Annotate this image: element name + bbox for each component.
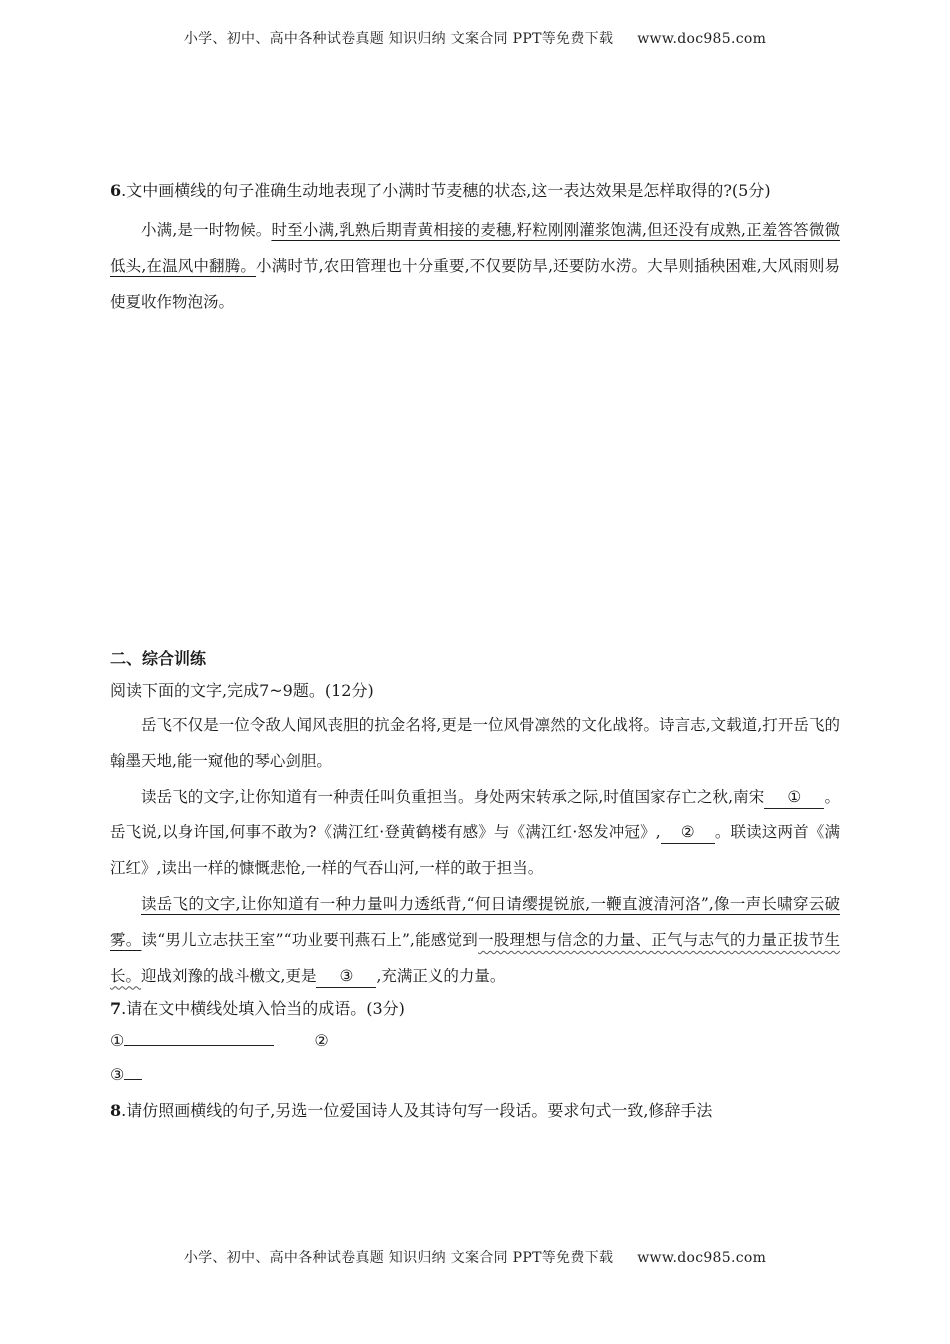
footer-text: 小学、初中、高中各种试卷真题 知识归纳 文案合同 PPT等免费下载 [183,1250,614,1266]
header-text: 小学、初中、高中各种试卷真题 知识归纳 文案合同 PPT等免费下载 [183,31,614,47]
answer-label-2: ② [314,1031,329,1051]
answer-row-2 [110,1058,840,1092]
question-6-prompt [110,176,840,206]
underlined-sentence: 读岳飞的文字,让你知道有一种力量叫力透纸背,“何日请缨提锐旅,一鞭直渡清河洛”,像一声长啸穿云破雾。 [110,894,840,949]
passage-text: 迎战刘豫的战斗檄文,更是 [141,966,317,985]
passage-text: 小满,是一时物候。 [141,221,272,239]
page-header [0,28,950,48]
question-6 [110,176,840,320]
answer-label-1: ① [110,1031,125,1051]
passage-text: 小满时节,农田管理也十分重要,不仅要防旱,还要防水涝。大旱则插秧困难,大风雨则易使夏收作物泡汤。 [110,257,840,311]
passage-paragraph-3 [110,887,840,994]
passage-paragraph-2 [110,780,840,887]
header-site: www.doc985.com [637,31,767,47]
question-8-number: 8 [110,1101,122,1121]
answer-line-3[interactable] [124,1061,142,1080]
section-2-title: 二、综合训练 [110,649,207,668]
question-7-prompt [110,994,840,1024]
blank-3[interactable]: ③ [316,965,376,988]
section-2 [110,646,840,1126]
footer-site: www.doc985.com [637,1250,767,1266]
question-7-text: .请在文中横线处填入恰当的成语。(3分) [121,999,405,1019]
section-2-instruction: 阅读下面的文字,完成7~9题。(12分) [110,681,374,700]
blank-2[interactable]: ② [661,821,715,844]
answer-line-1[interactable] [124,1027,274,1046]
passage-text: 读“男儿立志扶王室”“功业要刊燕石上”,能感觉到 [141,930,479,949]
question-6-text: .文中画横线的句子准确生动地表现了小满时节麦穗的状态,这一表达效果是怎样取得的?(5分) [121,181,771,200]
passage-paragraph-1: 岳飞不仅是一位令敌人闻风丧胆的抗金名将,更是一位风骨凛然的文化战将。诗言志,文载道,打开岳飞的翰墨天地,能一窥他的琴心剑胆。 [110,716,840,770]
passage-text: 读岳飞的文字,让你知道有一种责任叫负重担当。身处两宋转承之际,时值国家存亡之秋,南宋 [141,787,765,806]
answer-label-3: ③ [110,1065,125,1085]
blank-1[interactable]: ① [764,786,824,809]
passage-text: ,充满正义的力量。 [376,966,506,985]
passage-text: 。岳飞说,以身许国,何事不敢为?《满江红·登黄鹤楼有感》与《满江红·怒发冲冠》, [110,787,840,842]
passage-text: 。联读这两首《满江红》,读出一样的慷慨悲怆,一样的气吞山河,一样的敢于担当。 [110,823,840,878]
page-footer [0,1247,950,1267]
question-6-number: 6 [110,181,122,200]
answer-row-1 [110,1024,840,1058]
question-6-passage [110,212,840,320]
wavy-underlined-sentence: 一股理想与信念的力量、正气与志气的力量正拔节生长。 [110,930,840,985]
question-7-number: 7 [110,999,122,1019]
underlined-sentence: 时至小满,乳熟后期青黄相接的麦穗,籽粒刚刚灌浆饱满,但还没有成熟,正羞答答微微低头,在温风中翻腾。 [110,221,840,275]
question-8-text: .请仿照画横线的句子,另选一位爱国诗人及其诗句写一段话。要求句式一致,修辞手法 [121,1101,713,1121]
question-8-prompt [110,1096,840,1126]
